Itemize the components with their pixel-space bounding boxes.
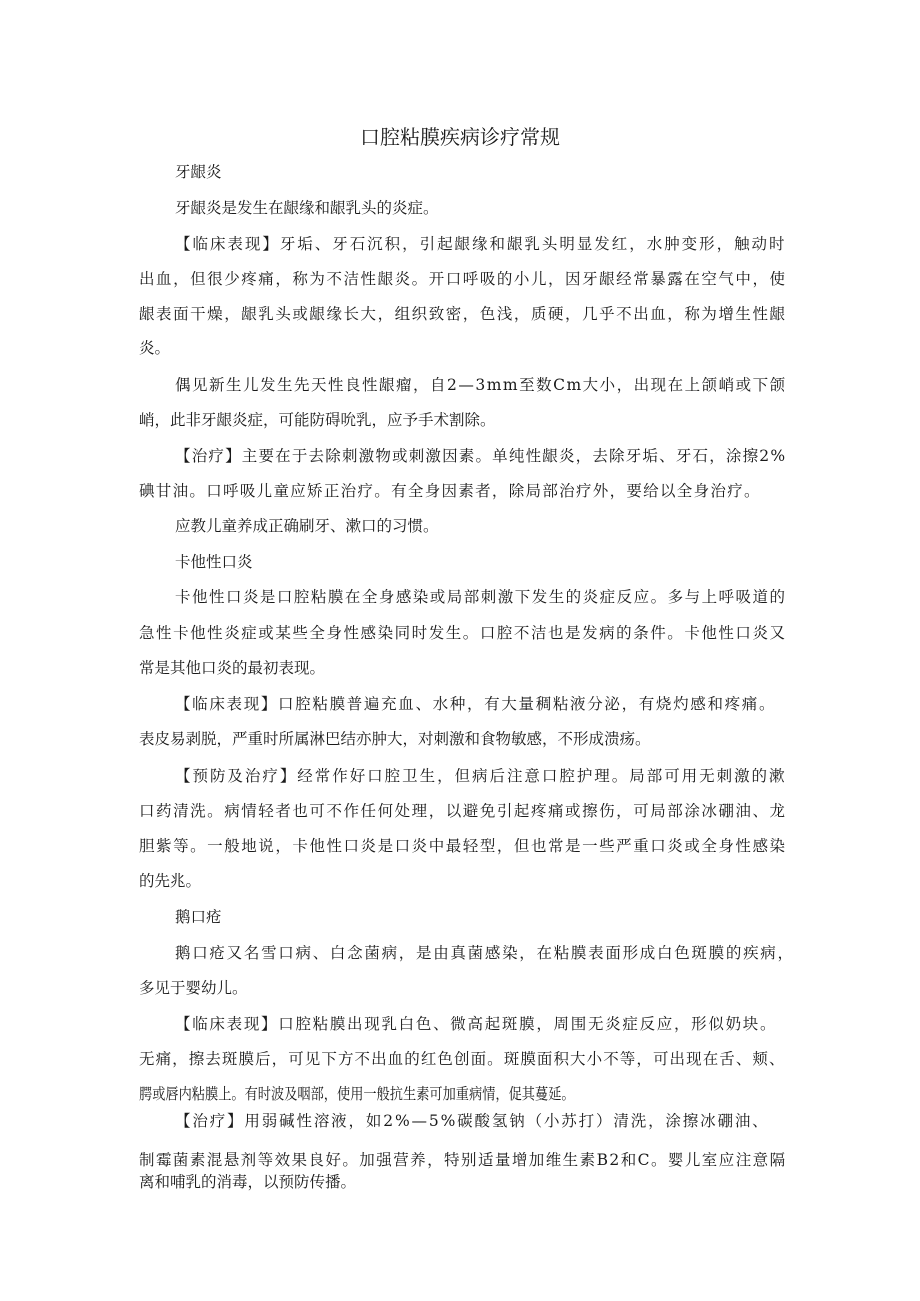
paragraph-line: 常是其他口炎的最初表现。 xyxy=(139,659,326,677)
page-title: 口腔粘膜疾病诊疗常规 xyxy=(360,125,560,149)
paragraph-line: 多见于婴幼儿。 xyxy=(139,979,248,997)
paragraph-line: 表皮易剥脱，严重时所属淋巴结亦肿大，对刺激和食物敏感，不形成溃疡。 xyxy=(139,730,651,748)
paragraph-line: 离和哺乳的消毒，以预防传播。 xyxy=(139,1173,357,1191)
paragraph-line: 龈表面干燥，龈乳头或龈缘长大，组织致密，色浅，质硬，几乎不出血，称为增生性龈 xyxy=(139,305,787,323)
paragraph-line: 碘甘油。口呼吸儿童应矫正治疗。有全身因素者，除局部治疗外，要给以全身治疗。 xyxy=(139,482,761,500)
section-heading: 卡他性口炎 xyxy=(175,553,253,571)
paragraph-line: 【预防及治疗】经常作好口腔卫生，但病后注意口腔护理。局部可用无刺激的漱 xyxy=(175,767,787,785)
paragraph-line: 偶见新生儿发生先天性良性龈瘤，自2—3mm至数Cm大小，出现在上颌峭或下颌 xyxy=(175,376,787,394)
paragraph-line: 无痛，擦去斑膜后，可见下方不出血的红色创面。斑膜面积大小不等，可出现在舌、颊、 xyxy=(139,1050,786,1068)
paragraph-line: 急性卡他性炎症或某些全身性感染同时发生。口腔不洁也是发病的条件。卡他性口炎又 xyxy=(139,624,787,642)
paragraph-line: 制霉菌素混悬剂等效果良好。加强营养，特别适量增加维生素B2和C。婴儿室应注意隔 xyxy=(139,1151,787,1169)
section-heading: 牙龈炎 xyxy=(175,163,222,181)
paragraph-line: 卡他性口炎是口腔粘膜在全身感染或局部刺激下发生的炎症反应。多与上呼吸道的 xyxy=(175,588,787,606)
paragraph-line: 【临床表现】口腔粘膜出现乳白色、微高起斑膜，周围无炎症反应，形似奶块。 xyxy=(175,1015,778,1033)
paragraph-line: 【治疗】用弱碱性溶液，如2%—5%碳酸氢钠（小苏打）清洗，涂擦冰硼油、 xyxy=(175,1112,770,1130)
section-heading: 鹅口疮 xyxy=(175,908,222,926)
paragraph-line: 峭，此非牙龈炎症，可能防碍吮乳，应予手术割除。 xyxy=(139,411,496,429)
paragraph-line: 腭或唇内粘膜上。有时波及咽部，使用一般抗生素可加重病情，促其蔓延。 xyxy=(139,1085,575,1103)
paragraph-line: 【治疗】主要在于去除刺激物或刺激因素。单纯性龈炎，去除牙垢、牙石，涂擦2% xyxy=(175,447,787,465)
paragraph-line: 【临床表现】口腔粘膜普遍充血、水种，有大量稠粘液分泌，有烧灼感和疼痛。 xyxy=(175,695,777,713)
paragraph-line: 炎。 xyxy=(139,339,171,357)
paragraph-line: 口药清洗。病情轻者也可不作任何处理，以避免引起疼痛或擦伤，可局部涂冰硼油、龙 xyxy=(139,802,787,820)
paragraph-line: 【临床表现】牙垢、牙石沉积，引起龈缘和龈乳头明显发红，水肿变形，触动时 xyxy=(175,235,787,253)
paragraph-line: 的先兆。 xyxy=(139,872,202,890)
paragraph-line: 牙龈炎是发生在龈缘和龈乳头的炎症。 xyxy=(175,199,439,217)
paragraph-line: 应教儿童养成正确刷牙、漱口的习惯。 xyxy=(175,517,439,535)
paragraph-line: 胆紫等。一般地说，卡他性口炎是口炎中最轻型，但也常是一些严重口炎或全身性感染 xyxy=(139,837,787,855)
paragraph-line: 鹅口疮又名雪口病、白念菌病，是由真菌感染，在粘膜表面形成白色斑膜的疾病， xyxy=(175,944,795,962)
paragraph-line: 出血，但很少疼痛，称为不洁性龈炎。开口呼吸的小儿，因牙龈经常暴露在空气中，使 xyxy=(139,270,787,288)
